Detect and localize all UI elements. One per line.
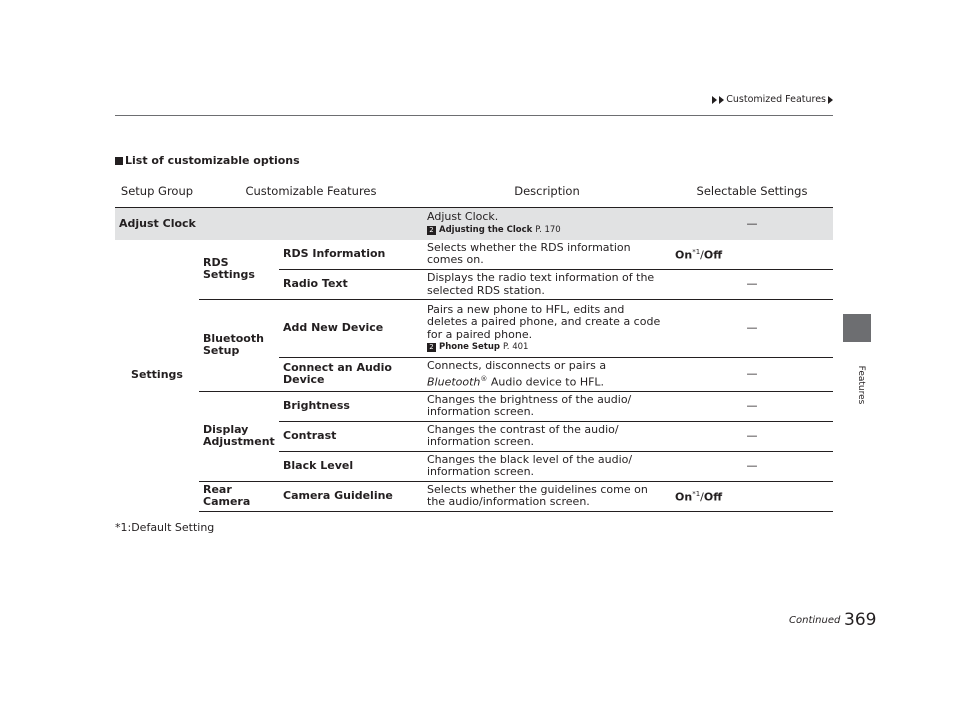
reference-arrow-icon: 2: [427, 226, 436, 235]
breadcrumb-label[interactable]: Customized Features: [726, 94, 826, 105]
setting-cell: —: [671, 421, 833, 451]
description-cell: Displays the radio text information of the selected RDS station.: [423, 270, 671, 300]
chapter-tab-marker: [843, 314, 871, 342]
setting-cell: On$^{*1}$/Off: [675, 248, 723, 262]
setting-cell: —: [671, 391, 833, 421]
table-row: [115, 300, 833, 358]
group-settings: Settings: [131, 368, 183, 382]
setting-cell: —: [671, 270, 833, 300]
continued-label: Continued: [789, 615, 841, 626]
arrow-icon: [712, 96, 717, 104]
col-header-settings: Selectable Settings: [671, 175, 833, 208]
page-reference[interactable]: 2 Adjusting the Clock P. 170: [427, 224, 667, 237]
feature-black-level: Black Level: [279, 451, 423, 481]
description-cell: Changes the black level of the audio/ information screen.: [423, 451, 671, 481]
description-cell: Selects whether the RDS information comes on.: [427, 240, 631, 267]
col-header-features: Customizable Features: [199, 175, 423, 208]
setting-cell: —: [671, 358, 833, 392]
options-table: [115, 175, 833, 512]
feature-rds-information: RDS Information: [283, 247, 386, 260]
reference-arrow-icon: 2: [427, 343, 436, 352]
description-cell: Connects, disconnects or pairs a Bluetooth® Audio device to HFL.: [423, 358, 671, 392]
section-title: List of customizable options: [115, 154, 300, 167]
page-number: 369: [844, 610, 877, 630]
square-bullet-icon: [115, 157, 123, 165]
table-bottom-rule: [115, 511, 833, 512]
chapter-label: Features: [856, 365, 866, 405]
arrow-icon: [719, 96, 724, 104]
description-cell: Adjust Clock. 2 Adjusting the Clock P. 170: [423, 208, 671, 240]
arrow-icon: [828, 96, 833, 104]
table-row: [115, 481, 833, 511]
feature-adjust-clock: Adjust Clock: [115, 208, 423, 240]
setting-cell: On$^{*1}$/Off: [671, 481, 833, 511]
description-cell: Changes the contrast of the audio/ information screen.: [423, 421, 671, 451]
table-row: [115, 391, 833, 421]
feature-connect-audio-device: Connect an Audio Device: [279, 358, 423, 392]
feature-camera-guideline: Camera Guideline: [279, 481, 423, 511]
subgroup-display: Display Adjustment: [199, 391, 279, 481]
col-header-description: Description: [423, 175, 671, 208]
feature-contrast: Contrast: [279, 421, 423, 451]
col-header-setup-group: Setup Group: [115, 175, 199, 208]
feature-add-new-device: Add New Device: [279, 300, 423, 358]
table-row: [115, 208, 833, 240]
description-cell: Selects whether the guidelines come on the audio/information screen.: [423, 481, 671, 511]
header-rule: [115, 115, 833, 116]
feature-radio-text: Radio Text: [279, 270, 423, 300]
subgroup-bluetooth: Bluetooth Setup: [199, 300, 279, 392]
breadcrumb: [712, 94, 833, 105]
description-cell: Changes the brightness of the audio/ information screen.: [423, 391, 671, 421]
footnote: *1:Default Setting: [115, 521, 215, 534]
setting-cell: —: [671, 300, 833, 358]
subgroup-rear-camera: Rear Camera: [199, 481, 279, 511]
setting-cell: —: [671, 451, 833, 481]
feature-brightness: Brightness: [279, 391, 423, 421]
subgroup-rds: RDS Settings: [203, 255, 255, 282]
setting-cell: —: [671, 208, 833, 240]
table-row: [115, 240, 833, 270]
page-reference[interactable]: 2 Phone Setup P. 401: [427, 341, 667, 354]
description-cell: Pairs a new phone to HFL, edits and deletes a paired phone, and create a code for a paired phone. 2 Phone Setup P. 401: [423, 300, 671, 358]
table-header-row: [115, 175, 833, 208]
